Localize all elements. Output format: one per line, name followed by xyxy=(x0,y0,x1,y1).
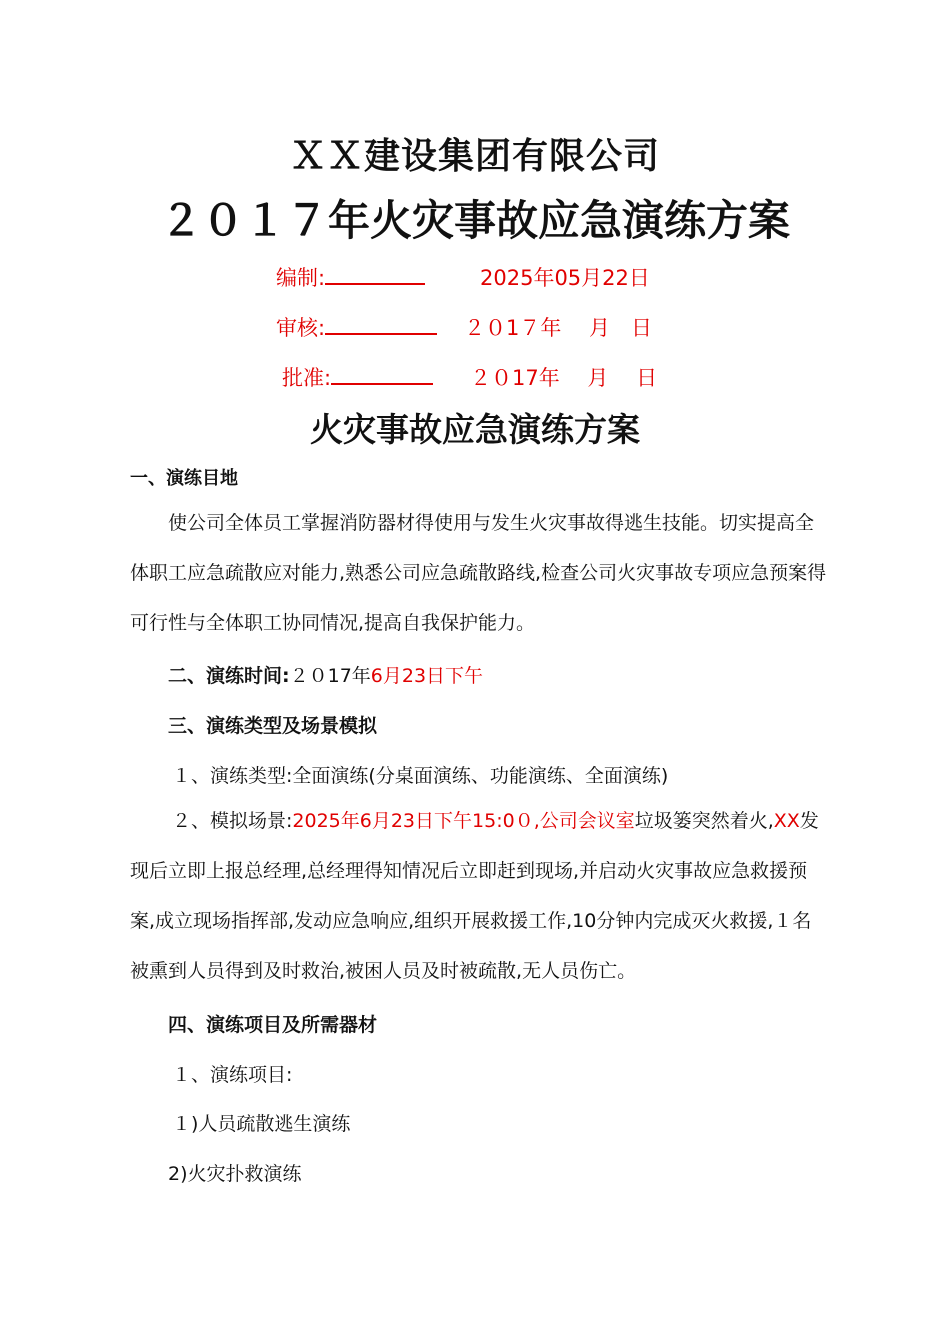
s1-heading: 一、演练目地 xyxy=(130,468,238,489)
s4-heading: 四、演练项目及所需器材 xyxy=(168,1014,378,1036)
approved-signature-line xyxy=(331,363,433,385)
s1-text: 使公司全体员工掌握消防器材得使用与发生火灾事故得逃生技能。切实提高全体职工应急疏散应对能力,熟悉公司应急疏散路线,检查公司火灾事故专项应急预案得可行性与全体职工协同情况,提高自我保护能力。 xyxy=(130,512,827,634)
approved-row xyxy=(282,362,433,392)
company-name: ＸＸ建设集团有限公司 xyxy=(289,136,660,177)
prepared-label: 编制: xyxy=(276,266,326,290)
s2-date: 6月23日下午 xyxy=(370,665,484,687)
s3-item2-xx: XX xyxy=(773,810,800,832)
reviewed-date: ２０1７年 月 日 xyxy=(464,316,653,340)
reviewed-signature-line xyxy=(325,313,437,335)
s3-item2-red: 2025年6月23日下午15:0０,公司会议室 xyxy=(292,810,635,832)
s3-item2-prefix: ２、模拟场景: xyxy=(172,810,293,832)
document-title: ２０１７年火灾事故应急演练方案 xyxy=(159,196,790,245)
s3-item2 xyxy=(130,796,830,996)
approved-label: 批准: xyxy=(282,366,332,390)
s3-item2-cont: 发现后立即上报总经理,总经理得知情况后立即赶到现场,并启动火灾事故应急救援预案,成立现场指挥部,发动应急响应,组织开展救援工作,10分钟内完成灭火救援,１名被熏到人员得到及时救治,被困人员及时被疏散,无人员伤亡。 xyxy=(130,810,819,982)
s1-paragraph xyxy=(130,498,830,648)
s4-sub1: １)人员疏散逃生演练 xyxy=(172,1113,351,1135)
s2-year: ２０17年 xyxy=(289,665,371,687)
prepared-signature-line xyxy=(325,263,425,285)
s3-item2-rest: 垃圾篓突然着火, xyxy=(634,810,774,832)
s4-sub2: 2)火灾扑救演练 xyxy=(168,1163,302,1185)
s2-heading: 二、演练时间: xyxy=(168,665,290,687)
prepared-date: 2025年05月22日 xyxy=(480,266,650,290)
reviewed-label: 审核: xyxy=(276,316,326,340)
s2-line xyxy=(168,661,483,688)
s3-heading: 三、演练类型及场景模拟 xyxy=(168,715,378,737)
reviewed-row xyxy=(276,312,437,342)
approved-date: ２０17年 月 日 xyxy=(470,366,658,390)
s4-item1: １、演练项目: xyxy=(172,1064,293,1086)
prepared-row xyxy=(276,262,425,292)
s3-item1: １、演练类型:全面演练(分桌面演练、功能演练、全面演练) xyxy=(172,765,669,787)
section-title: 火灾事故应急演练方案 xyxy=(310,410,640,449)
